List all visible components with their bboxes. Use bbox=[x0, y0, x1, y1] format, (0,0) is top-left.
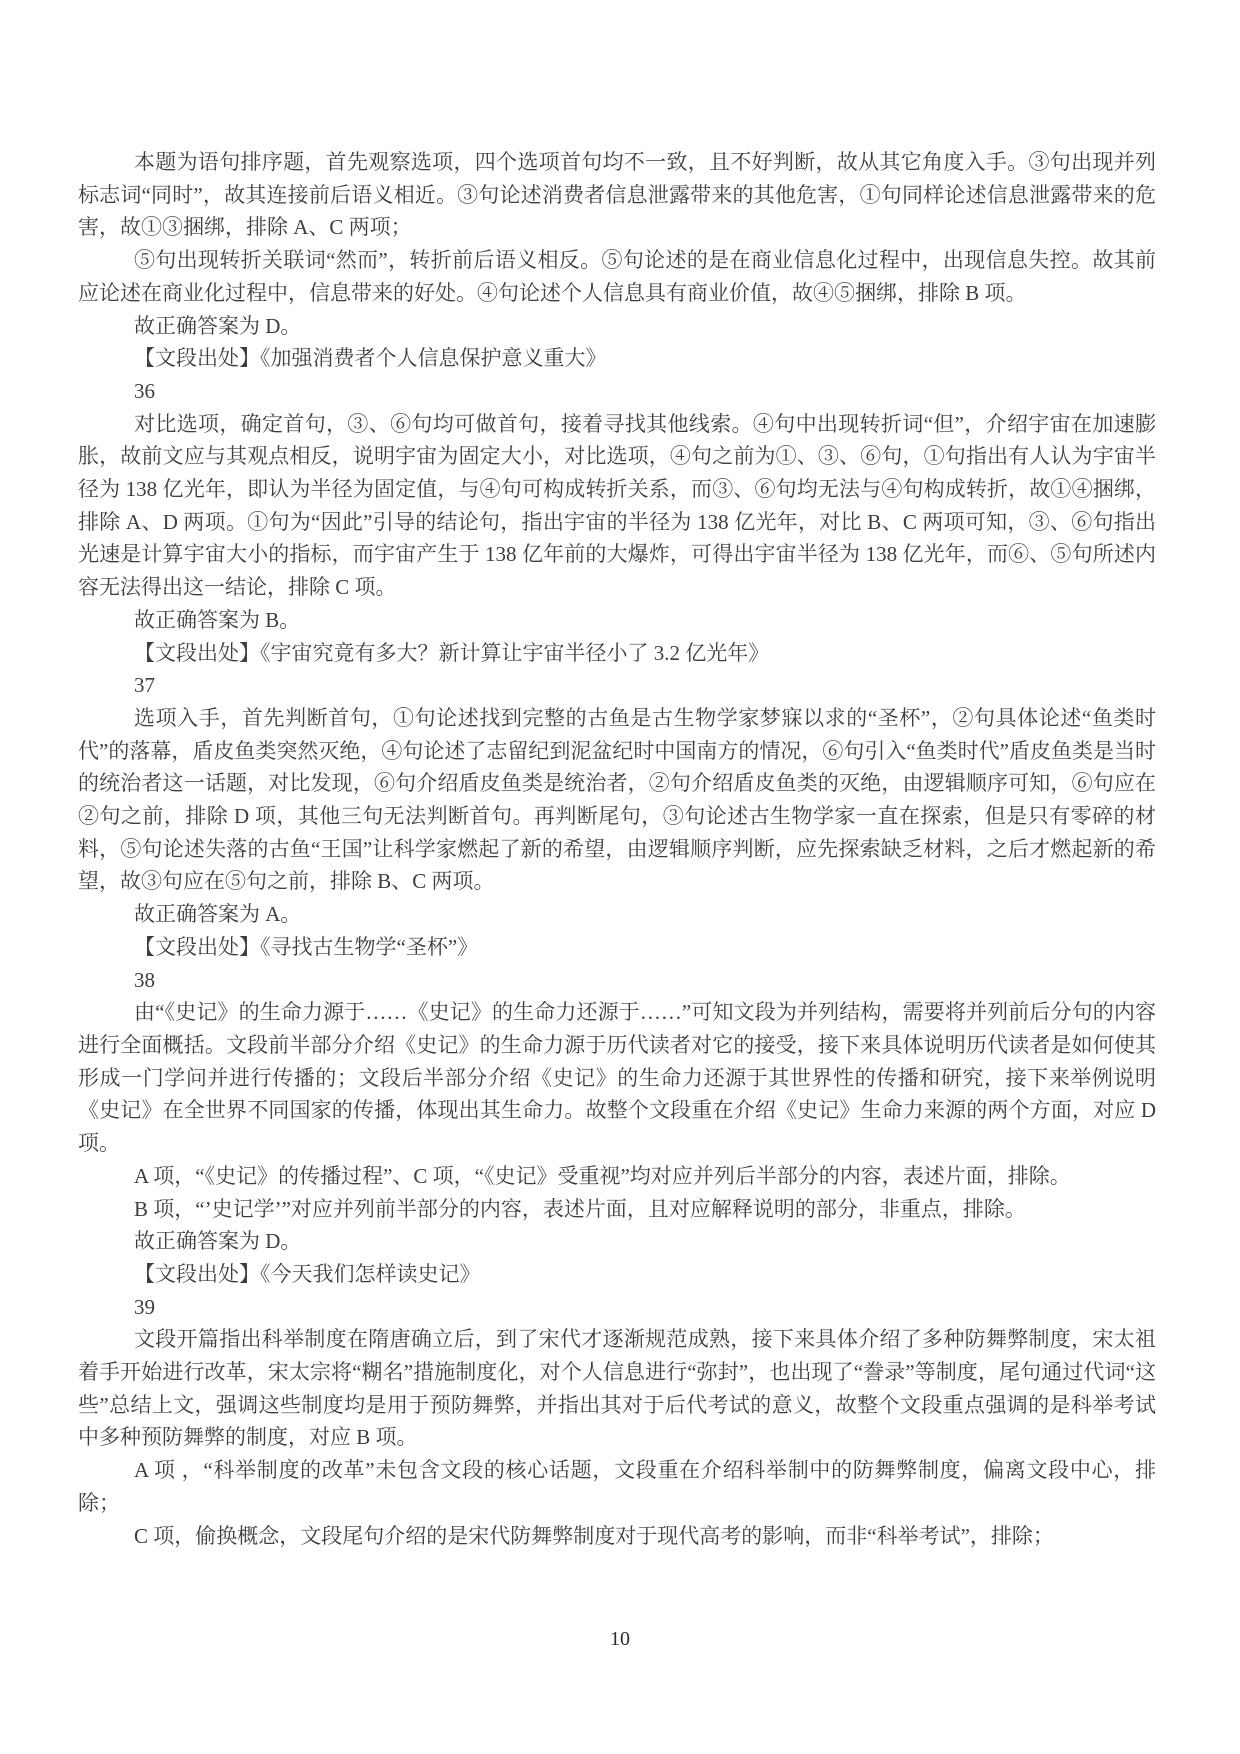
analysis-paragraph: B 项，“’史记学’”对应并列前半部分的内容，表述片面，且对应解释说明的部分，非重点，排除。 bbox=[134, 1196, 1026, 1221]
source-line: 【文段出处】《加强消费者个人信息保护意义重大》 bbox=[134, 346, 607, 371]
analysis-paragraph: 选项入手，首先判断首句，①句论述找到完整的古鱼是古生物学家梦寐以求的“圣杯”，②句具体论述“鱼类时代”的落幕，盾皮鱼类突然灭绝，④句论述了志留纪到泥盆纪时中国南方的情况，⑥句引入“鱼类时代”盾皮鱼类是当时的统治者这一话题，对比发现，⑥句介绍盾皮鱼类是统治者，②句介绍盾皮鱼类的灭绝，由逻辑顺序可知，⑥句应在②句之前，排除 D 项，其他三句无法判断首句。再判断尾句，③句论述古生物学家一直在探索，但是只有零碎的材料，⑤句论述失落的古鱼“王国”让科学家燃起了新的希望，由逻辑顺序判断，应先探索缺乏材料，之后才燃起新的希望，故③句应在⑤句之前，排除 B、C 两项。 bbox=[78, 705, 1156, 894]
answer-line: 故正确答案为 B。 bbox=[134, 607, 301, 632]
question-number: 36 bbox=[134, 378, 155, 403]
analysis-paragraph: 本题为语句排序题，首先观察选项，四个选项首句均不一致，且不好判断，故从其它角度入手。③句出现并列标志词“同时”，故其连接前后语义相近。③句论述消费者信息泄露带来的其他危害，①句同样论述信息泄露带来的危害，故①③捆绑，排除 A、C 两项； bbox=[78, 150, 1156, 240]
analysis-paragraph: 由“《史记》的生命力源于……《史记》的生命力还源于……”可知文段为并列结构，需要将并列前后分句的内容进行全面概括。文段前半部分介绍《史记》的生命力源于历代读者对它的接受，接下来具体说明历代读者是如何使其形成一门学问并进行传播的；文段后半部分介绍《史记》的生命力还源于其世界性的传播和研究，接下来举例说明《史记》在全世界不同国家的传播，体现出其生命力。故整个文段重在介绍《史记》生命力来源的两个方面，对应 D 项。 bbox=[78, 1000, 1156, 1156]
answer-line: 故正确答案为 D。 bbox=[134, 313, 302, 338]
answer-line: 故正确答案为 D。 bbox=[134, 1229, 302, 1254]
question-number: 38 bbox=[134, 967, 155, 992]
page-number: 10 bbox=[610, 1628, 630, 1650]
analysis-paragraph: 对比选项，确定首句，③、⑥句均可做首句，接着寻找其他线索。④句中出现转折词“但”，介绍宇宙在加速膨胀，故前文应与其观点相反，说明宇宙为固定大小，对比选项，④句之前为①、③、⑥句，①句指出有人认为宇宙半径为 138 亿光年，即认为半径为固定值，与④句可构成转折关系，而③、⑥句均无法与④句构成转折，故①④捆绑，排除 A、D 两项。①句为“因此”引导的结论句，指出宇宙的半径为 138 亿光年，对比 B、C 两项可知，③、⑥句指出光速是计算宇宙大小的指标，而宇宙产生于 138 亿年前的大爆炸，可得出宇宙半径为 138 亿光年，而⑥、⑤句所述内容无法得出这一结论，排除 C 项。 bbox=[78, 411, 1156, 600]
analysis-paragraph: A 项，“《史记》的传播过程”、C 项，“《史记》受重视”均对应并列后半部分的内容，表述片面，排除。 bbox=[134, 1163, 1071, 1188]
answer-line: 故正确答案为 A。 bbox=[134, 902, 302, 927]
source-line: 【文段出处】《今天我们怎样读史记》 bbox=[134, 1261, 481, 1286]
analysis-paragraph: A 项 ，“科举制度的改革”未包含文段的核心话题，文段重在介绍科举制中的防舞弊制度，偏离文段中心，排除； bbox=[78, 1458, 1156, 1515]
analysis-paragraph: ⑤句出现转折关联词“然而”，转折前后语义相反。⑤句论述的是在商业信息化过程中，出现信息失控。故其前应论述在商业化过程中，信息带来的好处。④句论述个人信息具有商业价值，故④⑤捆绑，排除 B 项。 bbox=[78, 248, 1156, 305]
analysis-paragraph: C 项，偷换概念，文段尾句介绍的是宋代防舞弊制度对于现代高考的影响，而非“科举考试”，排除； bbox=[134, 1523, 1054, 1548]
question-number: 37 bbox=[134, 673, 155, 698]
analysis-paragraph: 文段开篇指出科举制度在隋唐确立后，到了宋代才逐渐规范成熟，接下来具体介绍了多种防舞弊制度，宋太祖着手开始进行改革，宋太宗将“糊名”措施制度化，对个人信息进行“弥封”，也出现了“誊录”等制度，尾句通过代词“这些”总结上文，强调这些制度均是用于预防舞弊，并指出其对于后代考试的意义，故整个文段重点强调的是科举考试中多种预防舞弊的制度，对应 B 项。 bbox=[78, 1327, 1156, 1450]
question-number: 39 bbox=[134, 1294, 155, 1319]
source-line: 【文段出处】《宇宙究竟有多大？新计算让宇宙半径小了 3.2 亿光年》 bbox=[134, 640, 770, 665]
document-content bbox=[78, 146, 1156, 1552]
source-line: 【文段出处】《寻找古生物学“圣杯”》 bbox=[134, 934, 479, 959]
